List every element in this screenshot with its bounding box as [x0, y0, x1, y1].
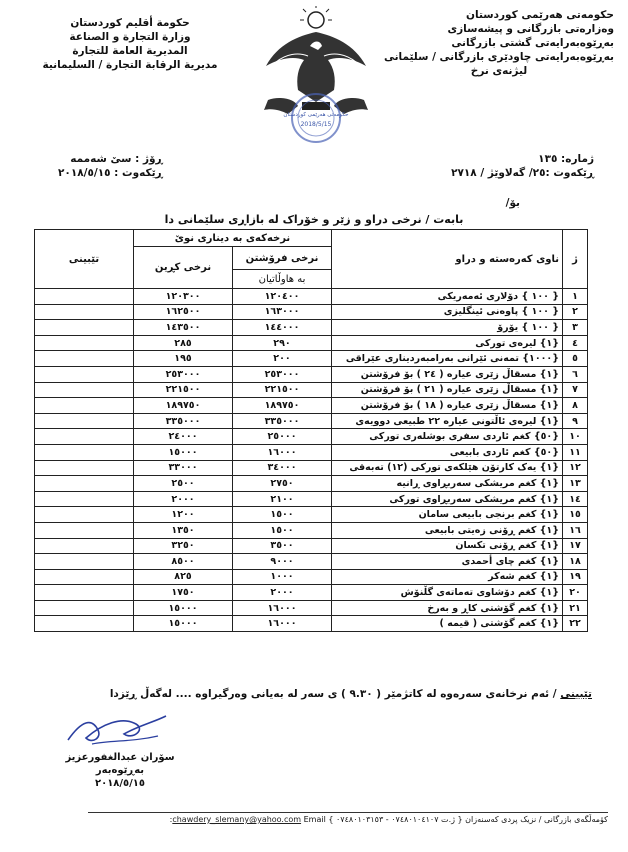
signature-icon [62, 710, 172, 750]
row-buy-price: ١٦٢٥٠٠ [134, 304, 233, 320]
header-right-line: بەڕێوەبەرایەتی گشتی بازرگانی [451, 37, 614, 49]
footer-address: کۆمەڵگەی بازرگانی / نزیک پردی کەسنەزان { ژ.ت ٠٧٤٨٠١٠٤١٠٧ - ٠٧٤٨٠١٠٣١٥٣ } [328, 815, 608, 824]
signer-name: سۆران عبدالغفورعزیز [65, 752, 175, 763]
row-number: ٩ [563, 413, 588, 429]
row-number: ٦ [563, 366, 588, 382]
row-note [35, 491, 134, 507]
row-number: ١٣ [563, 476, 588, 492]
row-buy-price: ١٩٥ [134, 351, 233, 367]
document-day-block [58, 152, 163, 180]
table-row [35, 554, 588, 570]
price-table [34, 229, 588, 632]
row-item-name: {١٠٠٠} تمەنی ئێرانی بەرامبەردیناری عێراقی [332, 351, 563, 367]
row-buy-price: ٣٣٠٠٠ [134, 460, 233, 476]
row-sell-price: ١٥٠٠ [233, 507, 332, 523]
row-sell-price: ٣٥٠٠ [233, 538, 332, 554]
table-row [35, 569, 588, 585]
row-sell-price: ٣٣٥٠٠٠ [233, 413, 332, 429]
row-sell-price: ١٦٣٠٠٠ [233, 304, 332, 320]
row-note [35, 320, 134, 336]
header-right-line: وەزارەتی بازرگانی و پیشەسازی [447, 23, 614, 35]
table-row [35, 335, 588, 351]
row-item-name: {١} کغم ڕۆنی زەیتی بابیعی [332, 522, 563, 538]
row-note [35, 382, 134, 398]
row-note [35, 600, 134, 616]
header-left-line: المديرية العامة للتجارة [72, 45, 188, 57]
row-sell-price: ٢٠٠٠ [233, 585, 332, 601]
stamp-date: 2018/5/15 [300, 121, 332, 128]
row-number: ١١ [563, 444, 588, 460]
table-row [35, 538, 588, 554]
row-sell-price: ١٢٠٤٠٠ [233, 289, 332, 305]
row-item-name: {١} کغم برنجی بابیعی سامان [332, 507, 563, 523]
row-item-name: {١} لیرەی ئاڵتونی عیارە ٢٢ طبیعی دوویەی [332, 413, 563, 429]
row-item-name: {١} کغم دۆشاوی تەماتەی گڵنۆش [332, 585, 563, 601]
kurdistan-emblem-icon [258, 6, 374, 148]
table-row [35, 382, 588, 398]
row-note [35, 460, 134, 476]
table-row [35, 413, 588, 429]
col-header-name: ناوی کەرەستە و دراو [332, 230, 563, 289]
row-sell-price: ٢١٠٠ [233, 491, 332, 507]
row-note [35, 351, 134, 367]
row-sell-price: ١٦٠٠٠ [233, 444, 332, 460]
row-buy-price: ١٥٠٠٠ [134, 616, 233, 632]
row-item-name: { ١٠٠ } دۆلاری ئەمەریکی [332, 289, 563, 305]
document-date: ڕێکەوت : ٢٠١٨/٥/١٥ [58, 167, 163, 179]
table-row [35, 351, 588, 367]
table-row [35, 522, 588, 538]
row-item-name: {٥٠} کغم ئاردی سفری بوشلەری تورکی [332, 429, 563, 445]
subject-line: بابەت / نرخی دراو و زێر و خۆراک لە بازاڕی سلێمانی دا [164, 213, 464, 226]
row-number: ٢٢ [563, 616, 588, 632]
table-row [35, 491, 588, 507]
row-number: ٢٠ [563, 585, 588, 601]
row-buy-price: ١٣٥٠ [134, 522, 233, 538]
row-buy-price: ٢٢١٥٠٠ [134, 382, 233, 398]
row-sell-price: ١٨٩٧٥٠ [233, 398, 332, 414]
row-number: ١٦ [563, 522, 588, 538]
row-number: ٧ [563, 382, 588, 398]
row-number: ١٨ [563, 554, 588, 570]
row-note [35, 476, 134, 492]
row-note [35, 289, 134, 305]
table-row [35, 444, 588, 460]
header-left-line: حكومة أقليم كوردستان [70, 17, 190, 29]
row-note [35, 522, 134, 538]
row-sell-price: ١٠٠٠ [233, 569, 332, 585]
row-number: ١٩ [563, 569, 588, 585]
row-item-name: {١} کغم شەکر [332, 569, 563, 585]
row-note [35, 429, 134, 445]
row-buy-price: ٨٢٥ [134, 569, 233, 585]
table-row [35, 476, 588, 492]
row-note [35, 335, 134, 351]
table-row [35, 585, 588, 601]
row-buy-price: ٢٥٠٠ [134, 476, 233, 492]
row-note [35, 507, 134, 523]
row-buy-price: ٢٠٠٠ [134, 491, 233, 507]
row-buy-price: ١٧٥٠ [134, 585, 233, 601]
col-header-sell: نرخی فرۆشتن [233, 247, 332, 270]
row-note [35, 413, 134, 429]
row-item-name: {٥٠} کغم ئاردی بابیعی [332, 444, 563, 460]
header-right-line: لیژنەی نرخ [470, 65, 528, 77]
row-sell-price: ٢٥٠٠٠ [233, 429, 332, 445]
row-item-name: {١} مسقاڵ زێری عیارە ( ٢١ ) بۆ فرۆشتن [332, 382, 563, 398]
row-item-name: {١} کغم مریشکی سەربڕاوی تورکی [332, 491, 563, 507]
footnote [110, 688, 592, 700]
row-note [35, 585, 134, 601]
row-number: ١٠ [563, 429, 588, 445]
document-number: ژمارە: ١٣٥ [538, 153, 594, 165]
row-item-name: {١} کغم چای أحمدی [332, 554, 563, 570]
row-item-name: {١} کغم گۆشتی کاڕ و بەرخ [332, 600, 563, 616]
row-buy-price: ٢٥٣٠٠٠ [134, 366, 233, 382]
row-sell-price: ٢٧٥٠ [233, 476, 332, 492]
row-buy-price: ٣٢٥٠ [134, 538, 233, 554]
row-sell-price: ١٤٤٠٠٠ [233, 320, 332, 336]
stamp-text: حکومەتی هەرێمی کوردستان [283, 112, 349, 118]
row-item-name: {١} کغم گۆشتی ( قیمە ) [332, 616, 563, 632]
col-header-sell-sub: بە هاوڵاتیان [233, 270, 332, 289]
row-buy-price: ١٥٠٠٠ [134, 600, 233, 616]
row-sell-price: ١٦٠٠٠ [233, 616, 332, 632]
signer-title: بەڕێوەبەر [95, 765, 145, 776]
row-number: ٤ [563, 335, 588, 351]
table-row [35, 398, 588, 414]
table-row [35, 616, 588, 632]
row-note [35, 444, 134, 460]
row-sell-price: ٣٤٠٠٠ [233, 460, 332, 476]
table-row [35, 429, 588, 445]
footer-divider [88, 812, 608, 813]
document-number-block [451, 152, 594, 180]
row-item-name: {١} کغم مریشکی سەربڕاوی ڕانیە [332, 476, 563, 492]
row-buy-price: ١٢٠٠ [134, 507, 233, 523]
row-number: ٢ [563, 304, 588, 320]
row-sell-price: ٩٠٠٠ [233, 554, 332, 570]
row-number: ٨ [563, 398, 588, 414]
row-item-name: {١} یەک کارتۆن هێلکەی تورکی (١٢) تەبەقی [332, 460, 563, 476]
row-number: ٥ [563, 351, 588, 367]
table-row [35, 366, 588, 382]
row-sell-price: ١٦٠٠٠ [233, 600, 332, 616]
signer-block [60, 751, 180, 790]
row-number: ١٤ [563, 491, 588, 507]
document-date-kurdish: ڕێکەوت :٢٥/ گەلاوێژ / ٢٧١٨ [451, 167, 594, 179]
row-item-name: {١} لیرەی تورکی [332, 335, 563, 351]
document-day: ڕۆژ : سێ شەممە [70, 153, 163, 165]
recipient-label: بۆ/ [505, 197, 520, 209]
row-sell-price: ١٥٠٠ [233, 522, 332, 538]
header-right-line: بەڕێوەبەرایەتی چاودێری بازرگانی / سلێمانی [383, 51, 614, 63]
row-number: ١٥ [563, 507, 588, 523]
signer-date: ٢٠١٨/٥/١٥ [94, 778, 146, 789]
header-right-line: حکومەتی هەرێمی کوردستان [466, 9, 614, 21]
row-sell-price: ٢٥٣٠٠٠ [233, 366, 332, 382]
row-buy-price: ٢٨٥ [134, 335, 233, 351]
table-row [35, 304, 588, 320]
col-header-no: ژ [563, 230, 588, 289]
row-note [35, 538, 134, 554]
row-item-name: {١} مسقاڵ زێری عیارە ( ١٨ ) بۆ فرۆشتن [332, 398, 563, 414]
col-header-note: تێبینی [35, 230, 134, 289]
row-buy-price: ٢٤٠٠٠ [134, 429, 233, 445]
table-row [35, 320, 588, 336]
row-note [35, 398, 134, 414]
row-number: ٢١ [563, 600, 588, 616]
col-header-buy: نرخی کڕین [134, 247, 233, 289]
header-right [384, 8, 614, 78]
row-sell-price: ٢٩٠ [233, 335, 332, 351]
row-buy-price: ١٨٩٧٥٠ [134, 398, 233, 414]
row-sell-price: ٢٢١٥٠٠ [233, 382, 332, 398]
header-left-line: مديرية الرقابة التجارة / السليمانية [42, 59, 218, 71]
row-buy-price: ١٥٠٠٠ [134, 444, 233, 460]
footnote-label: تێبینی [560, 688, 592, 700]
footer-email-label: Email: [169, 815, 326, 824]
header-left [30, 16, 230, 72]
row-note [35, 304, 134, 320]
row-item-name: {١} کغم ڕۆنی تکسان [332, 538, 563, 554]
col-header-price-group: نرخەکەی بە دیناری نوێ [134, 230, 332, 247]
footer-email[interactable]: chawdery_slemany@yahoo.com [172, 815, 302, 824]
row-item-name: { ١٠٠ } یۆرۆ [332, 320, 563, 336]
row-note [35, 554, 134, 570]
footnote-text: / ئەم نرخانەی سەرەوە لە کاتژمێر ( ٩.٣٠ ) ی سەر لە بەیانی وەرگیراوە .... لەگەڵ ڕێزدا [109, 688, 557, 700]
header-left-line: وزارة التجارة و الصناعة [69, 31, 191, 43]
row-note [35, 616, 134, 632]
row-number: ١٢ [563, 460, 588, 476]
row-buy-price: ١٤٣٥٠٠ [134, 320, 233, 336]
row-buy-price: ٨٥٠٠ [134, 554, 233, 570]
row-sell-price: ٢٠٠ [233, 351, 332, 367]
row-note [35, 366, 134, 382]
row-note [35, 569, 134, 585]
table-row [35, 460, 588, 476]
row-buy-price: ٣٣٥٠٠٠ [134, 413, 233, 429]
footer [88, 815, 608, 824]
row-buy-price: ١٢٠٣٠٠ [134, 289, 233, 305]
row-item-name: {١} مسقاڵ زێری عیارە ( ٢٤ ) بۆ فرۆشتن [332, 366, 563, 382]
row-number: ١٧ [563, 538, 588, 554]
row-item-name: { ١٠٠ } پاوەنی ئینگلیزی [332, 304, 563, 320]
row-number: ١ [563, 289, 588, 305]
table-row [35, 507, 588, 523]
table-row [35, 600, 588, 616]
row-number: ٣ [563, 320, 588, 336]
table-row [35, 289, 588, 305]
